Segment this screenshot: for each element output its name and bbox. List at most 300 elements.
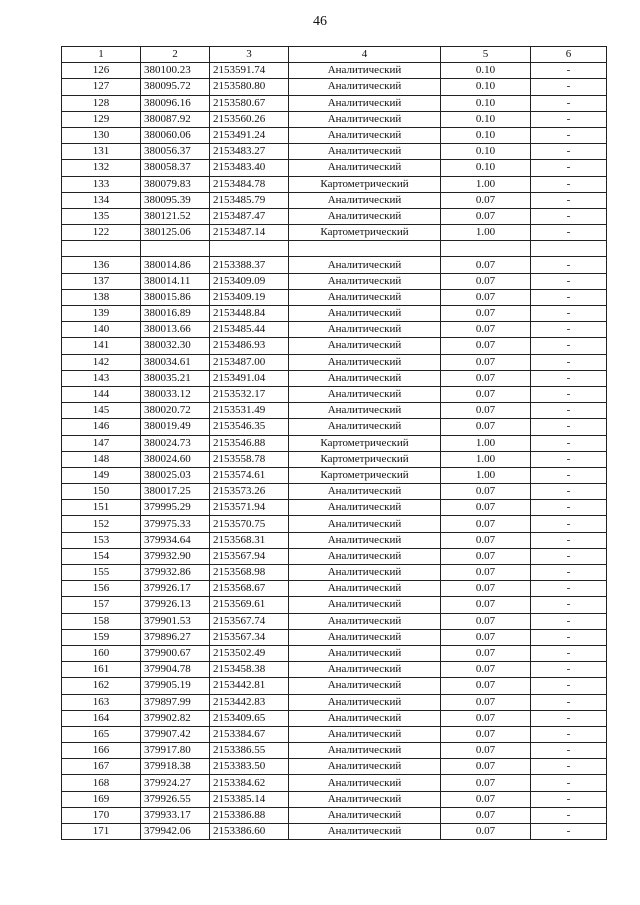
point-number-cell: 126 [62, 63, 141, 79]
table-row [62, 79, 607, 95]
table-row [62, 225, 607, 241]
note-cell: - [531, 694, 607, 710]
x-coordinate-cell: 379934.64 [141, 532, 210, 548]
accuracy-cell: 0.10 [441, 63, 531, 79]
method-cell: Аналитический [289, 127, 441, 143]
note-cell: - [531, 192, 607, 208]
table-row [62, 516, 607, 532]
point-number-cell: 167 [62, 759, 141, 775]
point-number-cell: 153 [62, 532, 141, 548]
column-header-6: 6 [531, 47, 607, 63]
note-cell: - [531, 710, 607, 726]
point-number-cell: 166 [62, 743, 141, 759]
x-coordinate-cell: 380079.83 [141, 176, 210, 192]
y-coordinate-cell: 2153485.44 [210, 322, 289, 338]
point-number-cell: 154 [62, 548, 141, 564]
y-coordinate-cell: 2153448.84 [210, 306, 289, 322]
accuracy-cell: 0.07 [441, 306, 531, 322]
y-coordinate-cell: 2153442.81 [210, 678, 289, 694]
y-coordinate-cell: 2153569.61 [210, 597, 289, 613]
x-coordinate-cell: 379926.17 [141, 581, 210, 597]
y-coordinate-cell [210, 241, 289, 257]
accuracy-cell: 0.07 [441, 257, 531, 273]
accuracy-cell: 0.07 [441, 775, 531, 791]
note-cell: - [531, 95, 607, 111]
table-row [62, 613, 607, 629]
accuracy-cell: 0.07 [441, 581, 531, 597]
accuracy-cell: 0.07 [441, 386, 531, 402]
note-cell: - [531, 208, 607, 224]
method-cell: Аналитический [289, 645, 441, 661]
table-row [62, 273, 607, 289]
y-coordinate-cell: 2153580.80 [210, 79, 289, 95]
method-cell: Аналитический [289, 144, 441, 160]
column-header-4: 4 [289, 47, 441, 63]
method-cell: Картометрический [289, 435, 441, 451]
method-cell: Аналитический [289, 370, 441, 386]
accuracy-cell: 0.10 [441, 127, 531, 143]
note-cell: - [531, 759, 607, 775]
table-row [62, 192, 607, 208]
table-row [62, 710, 607, 726]
table-row [62, 63, 607, 79]
x-coordinate-cell: 380014.11 [141, 273, 210, 289]
x-coordinate-cell: 380034.61 [141, 354, 210, 370]
y-coordinate-cell: 2153567.34 [210, 629, 289, 645]
x-coordinate-cell: 379904.78 [141, 662, 210, 678]
x-coordinate-cell: 380125.06 [141, 225, 210, 241]
accuracy-cell: 0.07 [441, 662, 531, 678]
method-cell: Аналитический [289, 192, 441, 208]
point-number-cell: 170 [62, 807, 141, 823]
point-number-cell: 159 [62, 629, 141, 645]
note-cell: - [531, 467, 607, 483]
y-coordinate-cell: 2153386.55 [210, 743, 289, 759]
point-number-cell: 162 [62, 678, 141, 694]
y-coordinate-cell: 2153568.67 [210, 581, 289, 597]
table-row [62, 775, 607, 791]
point-number-cell: 148 [62, 451, 141, 467]
point-number-cell: 134 [62, 192, 141, 208]
table-row [62, 144, 607, 160]
note-cell: - [531, 273, 607, 289]
accuracy-cell: 0.07 [441, 565, 531, 581]
method-cell: Аналитический [289, 565, 441, 581]
point-number-cell: 132 [62, 160, 141, 176]
y-coordinate-cell: 2153386.88 [210, 807, 289, 823]
table-row [62, 354, 607, 370]
method-cell: Аналитический [289, 759, 441, 775]
note-cell: - [531, 581, 607, 597]
note-cell: - [531, 435, 607, 451]
method-cell: Картометрический [289, 451, 441, 467]
accuracy-cell: 0.07 [441, 370, 531, 386]
point-number-cell: 138 [62, 289, 141, 305]
method-cell: Аналитический [289, 403, 441, 419]
x-coordinate-cell [141, 241, 210, 257]
note-cell: - [531, 824, 607, 840]
y-coordinate-cell: 2153483.40 [210, 160, 289, 176]
table-row [62, 743, 607, 759]
point-number-cell: 151 [62, 500, 141, 516]
table-row [62, 257, 607, 273]
accuracy-cell: 0.07 [441, 710, 531, 726]
method-cell: Аналитический [289, 322, 441, 338]
method-cell: Картометрический [289, 467, 441, 483]
x-coordinate-cell: 379907.42 [141, 726, 210, 742]
method-cell: Аналитический [289, 484, 441, 500]
note-cell: - [531, 500, 607, 516]
method-cell: Аналитический [289, 710, 441, 726]
point-number-cell: 128 [62, 95, 141, 111]
note-cell: - [531, 807, 607, 823]
method-cell: Аналитический [289, 548, 441, 564]
note-cell: - [531, 403, 607, 419]
method-cell: Аналитический [289, 354, 441, 370]
table-row [62, 176, 607, 192]
x-coordinate-cell: 379926.13 [141, 597, 210, 613]
point-number-cell: 164 [62, 710, 141, 726]
method-cell: Аналитический [289, 338, 441, 354]
point-number-cell: 150 [62, 484, 141, 500]
method-cell: Аналитический [289, 516, 441, 532]
point-number-cell: 165 [62, 726, 141, 742]
table-body [62, 63, 607, 840]
x-coordinate-cell: 380035.21 [141, 370, 210, 386]
point-number-cell: 160 [62, 645, 141, 661]
method-cell: Аналитический [289, 629, 441, 645]
table-row [62, 565, 607, 581]
table-row [62, 289, 607, 305]
method-cell: Аналитический [289, 289, 441, 305]
y-coordinate-cell: 2153386.60 [210, 824, 289, 840]
accuracy-cell: 1.00 [441, 225, 531, 241]
x-coordinate-cell: 380013.66 [141, 322, 210, 338]
point-number-cell: 136 [62, 257, 141, 273]
method-cell: Аналитический [289, 775, 441, 791]
method-cell: Аналитический [289, 613, 441, 629]
table-row [62, 824, 607, 840]
method-cell: Аналитический [289, 581, 441, 597]
note-cell: - [531, 645, 607, 661]
x-coordinate-cell: 380058.37 [141, 160, 210, 176]
method-cell: Картометрический [289, 176, 441, 192]
x-coordinate-cell: 379924.27 [141, 775, 210, 791]
x-coordinate-cell: 380096.16 [141, 95, 210, 111]
point-number-cell: 122 [62, 225, 141, 241]
method-cell: Аналитический [289, 95, 441, 111]
x-coordinate-cell: 379918.38 [141, 759, 210, 775]
column-header-3: 3 [210, 47, 289, 63]
x-coordinate-cell: 380087.92 [141, 111, 210, 127]
table-row [62, 791, 607, 807]
point-number-cell: 169 [62, 791, 141, 807]
table-row [62, 500, 607, 516]
note-cell: - [531, 306, 607, 322]
point-number-cell: 168 [62, 775, 141, 791]
note-cell: - [531, 354, 607, 370]
table-row [62, 694, 607, 710]
method-cell: Аналитический [289, 791, 441, 807]
x-coordinate-cell: 379896.27 [141, 629, 210, 645]
method-cell: Аналитический [289, 694, 441, 710]
note-cell: - [531, 726, 607, 742]
table-row [62, 160, 607, 176]
table-row [62, 759, 607, 775]
accuracy-cell: 1.00 [441, 467, 531, 483]
table-row [62, 548, 607, 564]
x-coordinate-cell: 379897.99 [141, 694, 210, 710]
y-coordinate-cell: 2153560.26 [210, 111, 289, 127]
y-coordinate-cell: 2153484.78 [210, 176, 289, 192]
table-row [62, 678, 607, 694]
y-coordinate-cell: 2153573.26 [210, 484, 289, 500]
note-cell: - [531, 419, 607, 435]
y-coordinate-cell: 2153568.98 [210, 565, 289, 581]
method-cell [289, 241, 441, 257]
table-row [62, 419, 607, 435]
note-cell: - [531, 775, 607, 791]
x-coordinate-cell: 379902.82 [141, 710, 210, 726]
note-cell: - [531, 338, 607, 354]
note-cell: - [531, 516, 607, 532]
method-cell: Картометрический [289, 225, 441, 241]
x-coordinate-cell: 379900.67 [141, 645, 210, 661]
method-cell: Аналитический [289, 208, 441, 224]
method-cell: Аналитический [289, 500, 441, 516]
accuracy-cell: 0.07 [441, 743, 531, 759]
coordinates-table [61, 46, 607, 840]
y-coordinate-cell: 2153502.49 [210, 645, 289, 661]
note-cell: - [531, 225, 607, 241]
x-coordinate-cell: 380056.37 [141, 144, 210, 160]
table-row [62, 467, 607, 483]
table-row [62, 403, 607, 419]
method-cell: Аналитический [289, 79, 441, 95]
method-cell: Аналитический [289, 678, 441, 694]
accuracy-cell: 0.07 [441, 484, 531, 500]
accuracy-cell: 0.07 [441, 273, 531, 289]
y-coordinate-cell: 2153384.62 [210, 775, 289, 791]
y-coordinate-cell: 2153558.78 [210, 451, 289, 467]
method-cell: Аналитический [289, 532, 441, 548]
x-coordinate-cell: 379901.53 [141, 613, 210, 629]
accuracy-cell: 0.07 [441, 678, 531, 694]
x-coordinate-cell: 380020.72 [141, 403, 210, 419]
method-cell: Аналитический [289, 824, 441, 840]
method-cell: Аналитический [289, 63, 441, 79]
method-cell: Аналитический [289, 306, 441, 322]
note-cell: - [531, 370, 607, 386]
table-header-row [62, 47, 607, 63]
note-cell: - [531, 743, 607, 759]
accuracy-cell: 0.07 [441, 824, 531, 840]
table-row [62, 435, 607, 451]
point-number-cell: 144 [62, 386, 141, 402]
point-number-cell: 161 [62, 662, 141, 678]
accuracy-cell: 0.07 [441, 516, 531, 532]
accuracy-cell: 0.07 [441, 726, 531, 742]
table-row [62, 370, 607, 386]
x-coordinate-cell: 379926.55 [141, 791, 210, 807]
x-coordinate-cell: 380024.73 [141, 435, 210, 451]
note-cell [531, 241, 607, 257]
y-coordinate-cell: 2153571.94 [210, 500, 289, 516]
y-coordinate-cell: 2153546.88 [210, 435, 289, 451]
table-row [62, 484, 607, 500]
accuracy-cell: 0.07 [441, 289, 531, 305]
x-coordinate-cell: 380019.49 [141, 419, 210, 435]
x-coordinate-cell: 380060.06 [141, 127, 210, 143]
method-cell: Аналитический [289, 662, 441, 678]
note-cell: - [531, 662, 607, 678]
point-number-cell: 155 [62, 565, 141, 581]
x-coordinate-cell: 379933.17 [141, 807, 210, 823]
note-cell: - [531, 451, 607, 467]
y-coordinate-cell: 2153580.67 [210, 95, 289, 111]
note-cell: - [531, 386, 607, 402]
accuracy-cell: 0.07 [441, 629, 531, 645]
accuracy-cell: 0.10 [441, 144, 531, 160]
note-cell: - [531, 613, 607, 629]
accuracy-cell: 0.10 [441, 79, 531, 95]
note-cell: - [531, 111, 607, 127]
x-coordinate-cell: 380095.39 [141, 192, 210, 208]
y-coordinate-cell: 2153383.50 [210, 759, 289, 775]
method-cell: Аналитический [289, 743, 441, 759]
point-number-cell [62, 241, 141, 257]
x-coordinate-cell: 379942.06 [141, 824, 210, 840]
y-coordinate-cell: 2153546.35 [210, 419, 289, 435]
y-coordinate-cell: 2153458.38 [210, 662, 289, 678]
note-cell: - [531, 160, 607, 176]
y-coordinate-cell: 2153532.17 [210, 386, 289, 402]
accuracy-cell: 0.10 [441, 160, 531, 176]
y-coordinate-cell: 2153409.09 [210, 273, 289, 289]
note-cell: - [531, 257, 607, 273]
table-row [62, 726, 607, 742]
point-number-cell: 139 [62, 306, 141, 322]
note-cell: - [531, 322, 607, 338]
accuracy-cell: 0.07 [441, 597, 531, 613]
point-number-cell: 156 [62, 581, 141, 597]
y-coordinate-cell: 2153568.31 [210, 532, 289, 548]
y-coordinate-cell: 2153483.27 [210, 144, 289, 160]
note-cell: - [531, 565, 607, 581]
accuracy-cell: 0.07 [441, 338, 531, 354]
y-coordinate-cell: 2153567.94 [210, 548, 289, 564]
accuracy-cell: 0.07 [441, 645, 531, 661]
accuracy-cell: 0.07 [441, 759, 531, 775]
y-coordinate-cell: 2153491.24 [210, 127, 289, 143]
point-number-cell: 149 [62, 467, 141, 483]
x-coordinate-cell: 379932.90 [141, 548, 210, 564]
table-row [62, 322, 607, 338]
y-coordinate-cell: 2153531.49 [210, 403, 289, 419]
note-cell: - [531, 484, 607, 500]
note-cell: - [531, 127, 607, 143]
y-coordinate-cell: 2153388.37 [210, 257, 289, 273]
y-coordinate-cell: 2153409.65 [210, 710, 289, 726]
table-row-blank [62, 241, 607, 257]
table-row [62, 807, 607, 823]
table-row [62, 451, 607, 467]
accuracy-cell: 0.07 [441, 322, 531, 338]
accuracy-cell: 0.07 [441, 532, 531, 548]
point-number-cell: 127 [62, 79, 141, 95]
y-coordinate-cell: 2153491.04 [210, 370, 289, 386]
x-coordinate-cell: 380025.03 [141, 467, 210, 483]
x-coordinate-cell: 380016.89 [141, 306, 210, 322]
method-cell: Аналитический [289, 273, 441, 289]
point-number-cell: 142 [62, 354, 141, 370]
accuracy-cell: 0.07 [441, 354, 531, 370]
x-coordinate-cell: 380024.60 [141, 451, 210, 467]
accuracy-cell: 0.07 [441, 500, 531, 516]
point-number-cell: 171 [62, 824, 141, 840]
y-coordinate-cell: 2153570.75 [210, 516, 289, 532]
table-row [62, 338, 607, 354]
note-cell: - [531, 791, 607, 807]
point-number-cell: 141 [62, 338, 141, 354]
table-row [62, 386, 607, 402]
x-coordinate-cell: 379917.80 [141, 743, 210, 759]
accuracy-cell: 0.07 [441, 208, 531, 224]
point-number-cell: 135 [62, 208, 141, 224]
table-row [62, 581, 607, 597]
accuracy-cell: 1.00 [441, 435, 531, 451]
note-cell: - [531, 79, 607, 95]
accuracy-cell: 1.00 [441, 451, 531, 467]
accuracy-cell: 0.07 [441, 419, 531, 435]
note-cell: - [531, 532, 607, 548]
point-number-cell: 130 [62, 127, 141, 143]
y-coordinate-cell: 2153409.19 [210, 289, 289, 305]
y-coordinate-cell: 2153487.14 [210, 225, 289, 241]
point-number-cell: 140 [62, 322, 141, 338]
x-coordinate-cell: 380121.52 [141, 208, 210, 224]
accuracy-cell [441, 241, 531, 257]
table-row [62, 597, 607, 613]
x-coordinate-cell: 380095.72 [141, 79, 210, 95]
table-row [62, 111, 607, 127]
table-row [62, 532, 607, 548]
x-coordinate-cell: 379905.19 [141, 678, 210, 694]
accuracy-cell: 1.00 [441, 176, 531, 192]
accuracy-cell: 0.07 [441, 791, 531, 807]
point-number-cell: 157 [62, 597, 141, 613]
note-cell: - [531, 144, 607, 160]
note-cell: - [531, 678, 607, 694]
x-coordinate-cell: 380100.23 [141, 63, 210, 79]
column-header-5: 5 [441, 47, 531, 63]
point-number-cell: 143 [62, 370, 141, 386]
table-row [62, 306, 607, 322]
y-coordinate-cell: 2153487.47 [210, 208, 289, 224]
point-number-cell: 146 [62, 419, 141, 435]
column-header-1: 1 [62, 47, 141, 63]
note-cell: - [531, 176, 607, 192]
y-coordinate-cell: 2153442.83 [210, 694, 289, 710]
note-cell: - [531, 63, 607, 79]
point-number-cell: 158 [62, 613, 141, 629]
accuracy-cell: 0.07 [441, 403, 531, 419]
accuracy-cell: 0.07 [441, 548, 531, 564]
y-coordinate-cell: 2153384.67 [210, 726, 289, 742]
y-coordinate-cell: 2153486.93 [210, 338, 289, 354]
table-row [62, 127, 607, 143]
y-coordinate-cell: 2153487.00 [210, 354, 289, 370]
